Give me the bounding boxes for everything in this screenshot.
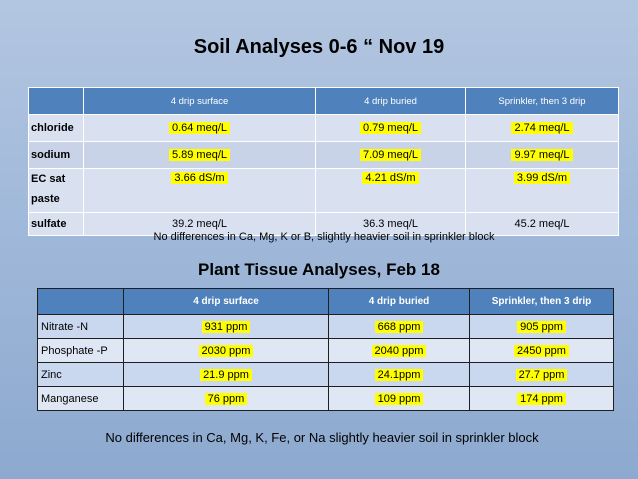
table-cell <box>466 142 619 169</box>
table-cell <box>124 339 329 363</box>
column-header: 4 drip surface <box>84 88 316 115</box>
table-cell: 45.2 meq/L <box>466 213 619 236</box>
row-label-chloride: chloride <box>29 115 84 142</box>
highlighted-value: 9.97 meq/L <box>511 149 572 161</box>
table-cell <box>470 387 614 411</box>
table-cell <box>470 339 614 363</box>
table-cell <box>316 115 466 142</box>
row-label-zinc: Zinc <box>38 363 124 387</box>
soil-analyses-title: Soil Analyses 0-6 “ Nov 19 <box>193 36 445 58</box>
highlighted-value: 109 ppm <box>375 393 424 405</box>
highlighted-value: 7.09 meq/L <box>360 149 421 161</box>
table-cell <box>466 115 619 142</box>
table-row <box>29 142 619 169</box>
table-cell <box>466 169 619 213</box>
highlighted-value: 174 ppm <box>517 393 566 405</box>
column-header: 4 drip surface <box>124 289 329 315</box>
table-row <box>38 363 614 387</box>
highlighted-value: 0.79 meq/L <box>360 122 421 134</box>
highlighted-value: 668 ppm <box>375 321 424 333</box>
header-blank-cell <box>38 289 124 315</box>
table-row <box>29 115 619 142</box>
table-row <box>38 339 614 363</box>
row-label-line: EC sat <box>31 173 66 185</box>
table-cell: 39.2 meq/L <box>84 213 316 236</box>
table-cell <box>329 315 470 339</box>
table-row <box>38 315 614 339</box>
highlighted-value: 76 ppm <box>205 393 248 405</box>
table-cell <box>84 142 316 169</box>
row-label-sulfate: sulfate <box>29 213 84 236</box>
highlighted-value: 24.1ppm <box>375 369 424 381</box>
table-header-row <box>38 289 614 315</box>
table-cell <box>84 169 316 213</box>
highlighted-value: 931 ppm <box>202 321 251 333</box>
row-label-nitrate: Nitrate -N <box>38 315 124 339</box>
table-cell <box>316 169 466 213</box>
table-cell: 36.3 meq/L <box>316 213 466 236</box>
table-cell <box>470 315 614 339</box>
highlighted-value: 2040 ppm <box>372 345 427 357</box>
table-cell <box>329 339 470 363</box>
highlighted-value: 27.7 ppm <box>516 369 568 381</box>
table-cell <box>329 387 470 411</box>
table-cell <box>329 363 470 387</box>
row-label-ec-sat-paste <box>29 169 84 213</box>
soil-analyses-table <box>28 87 619 236</box>
highlighted-value: 2030 ppm <box>199 345 254 357</box>
plant-note: No differences in Ca, Mg, K, Fe, or Na slightly heavier soil in sprinkler block <box>105 430 539 445</box>
column-header: Sprinkler, then 3 drip <box>470 289 614 315</box>
table-header-row <box>29 88 619 115</box>
column-header: 4 drip buried <box>329 289 470 315</box>
highlighted-value: 905 ppm <box>517 321 566 333</box>
highlighted-value: 3.99 dS/m <box>514 172 570 184</box>
highlighted-value: 2.74 meq/L <box>511 122 572 134</box>
table-cell <box>124 315 329 339</box>
table-row <box>29 169 619 213</box>
table-cell <box>470 363 614 387</box>
table-cell <box>124 363 329 387</box>
header-blank-cell <box>29 88 84 115</box>
plant-tissue-title: Plant Tissue Analyses, Feb 18 <box>198 260 440 279</box>
highlighted-value: 4.21 dS/m <box>362 172 418 184</box>
row-label-line: paste <box>31 193 60 205</box>
row-label-sodium: sodium <box>29 142 84 169</box>
table-cell <box>84 115 316 142</box>
table-row <box>38 387 614 411</box>
highlighted-value: 3.66 dS/m <box>171 172 227 184</box>
highlighted-value: 0.64 meq/L <box>169 122 230 134</box>
soil-note: No differences in Ca, Mg, K or B, slightly heavier soil in sprinkler block <box>153 231 495 243</box>
highlighted-value: 5.89 meq/L <box>169 149 230 161</box>
column-header: Sprinkler, then 3 drip <box>466 88 619 115</box>
row-label-manganese: Manganese <box>38 387 124 411</box>
column-header: 4 drip buried <box>316 88 466 115</box>
highlighted-value: 21.9 ppm <box>200 369 252 381</box>
plant-tissue-table <box>37 288 614 411</box>
highlighted-value: 2450 ppm <box>514 345 569 357</box>
row-label-phosphate: Phosphate -P <box>38 339 124 363</box>
table-cell <box>316 142 466 169</box>
table-cell <box>124 387 329 411</box>
